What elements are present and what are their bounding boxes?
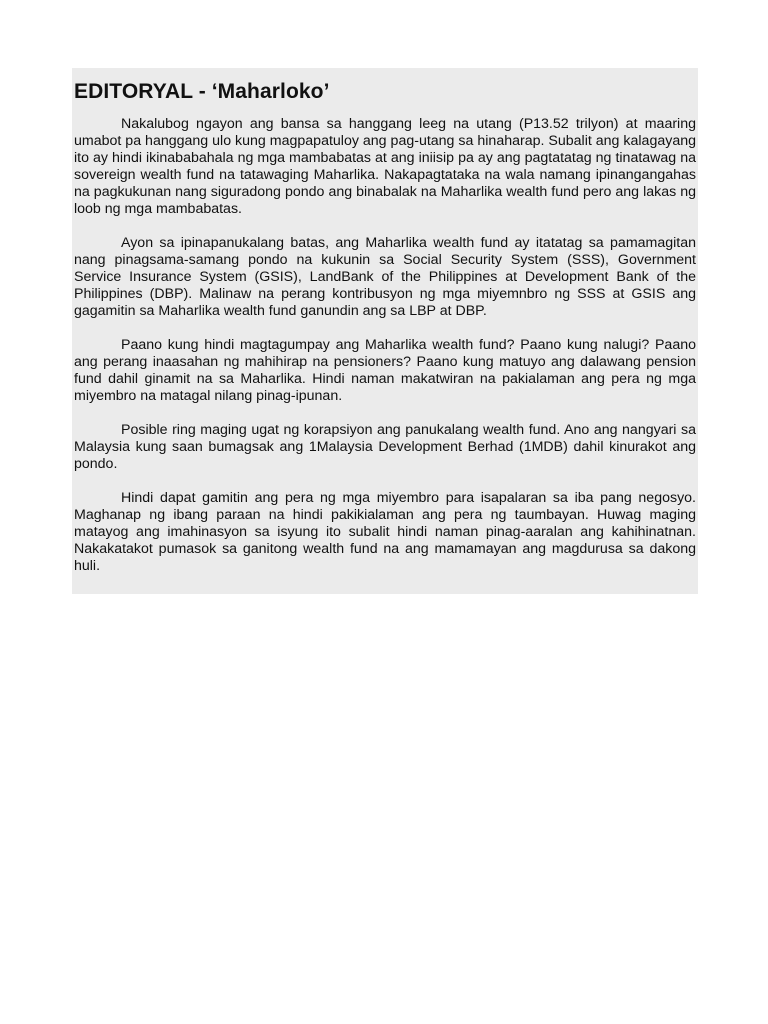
editorial-box [72,68,698,594]
editorial-paragraph-5: Hindi dapat gamitin ang pera ng mga miyembro para isapalaran sa iba pang negosyo. Maghanap ng ibang paraan na hindi pakikialaman ang pera ng taumbayan. Huwag maging matayog ang imahinasyon sa isyung ito subalit hindi naman pinag-aaralan ang kahihinatnan. Nakakatakot pumasok sa ganitong wealth fund na ang mamamayan ang magdurusa sa dakong huli. [74,490,696,574]
editorial-paragraph-3: Paano kung hindi magtagumpay ang Maharlika wealth fund? Paano kung nalugi? Paano ang perang inaasahan ng mahihirap na pensioners? Paano kung matuyo ang dalawang pension fund dahil ginamit na sa Maharlika. Hindi naman makatwiran na pakialaman ang pera ng mga miyembro na matagal nilang pinag-ipunan. [74,337,696,404]
editorial-title: EDITORYAL - ‘Maharloko’ [74,80,330,103]
editorial-paragraph-4: Posible ring maging ugat ng korapsiyon ang panukalang wealth fund. Ano ang nangyari sa Malaysia kung saan bumagsak ang 1Malaysia Development Berhad (1MDB) dahil kinurakot ang pondo. [74,422,696,472]
editorial-paragraph-2: Ayon sa ipinapanukalang batas, ang Maharlika wealth fund ay itatatag sa pamamagitan nang pinagsama-samang pondo na kukunin sa Social Security System (SSS), Government Service Insurance System (GSIS), LandBank of the Philippines at Development Bank of the Philippines (DBP). Malinaw na perang kontribusyon ng mga miyemnbro ng SSS at GSIS ang gagamitin sa Maharlika wealth fund ganundin ang sa LBP at DBP. [74,235,696,319]
editorial-paragraph-1: Nakalubog ngayon ang bansa sa hanggang leeg na utang (P13.52 trilyon) at maaring umabot pa hanggang ulo kung magpapatuloy ang pag-utang sa hinaharap. Subalit ang kalagayang ito ay hindi ikinababahala ng mga mambabatas at ang iniisip pa ay ang pagtatatag ng tinatawag na sovereign wealth fund na tatawaging Maharlika. Nakapagtataka na wala namang ipinangangahas na pagkukunan nang siguradong pondo ang binabalak na Maharlika wealth fund pero ang lakas ng loob ng mga mambabatas. [74,116,696,217]
editorial-body [74,116,698,575]
